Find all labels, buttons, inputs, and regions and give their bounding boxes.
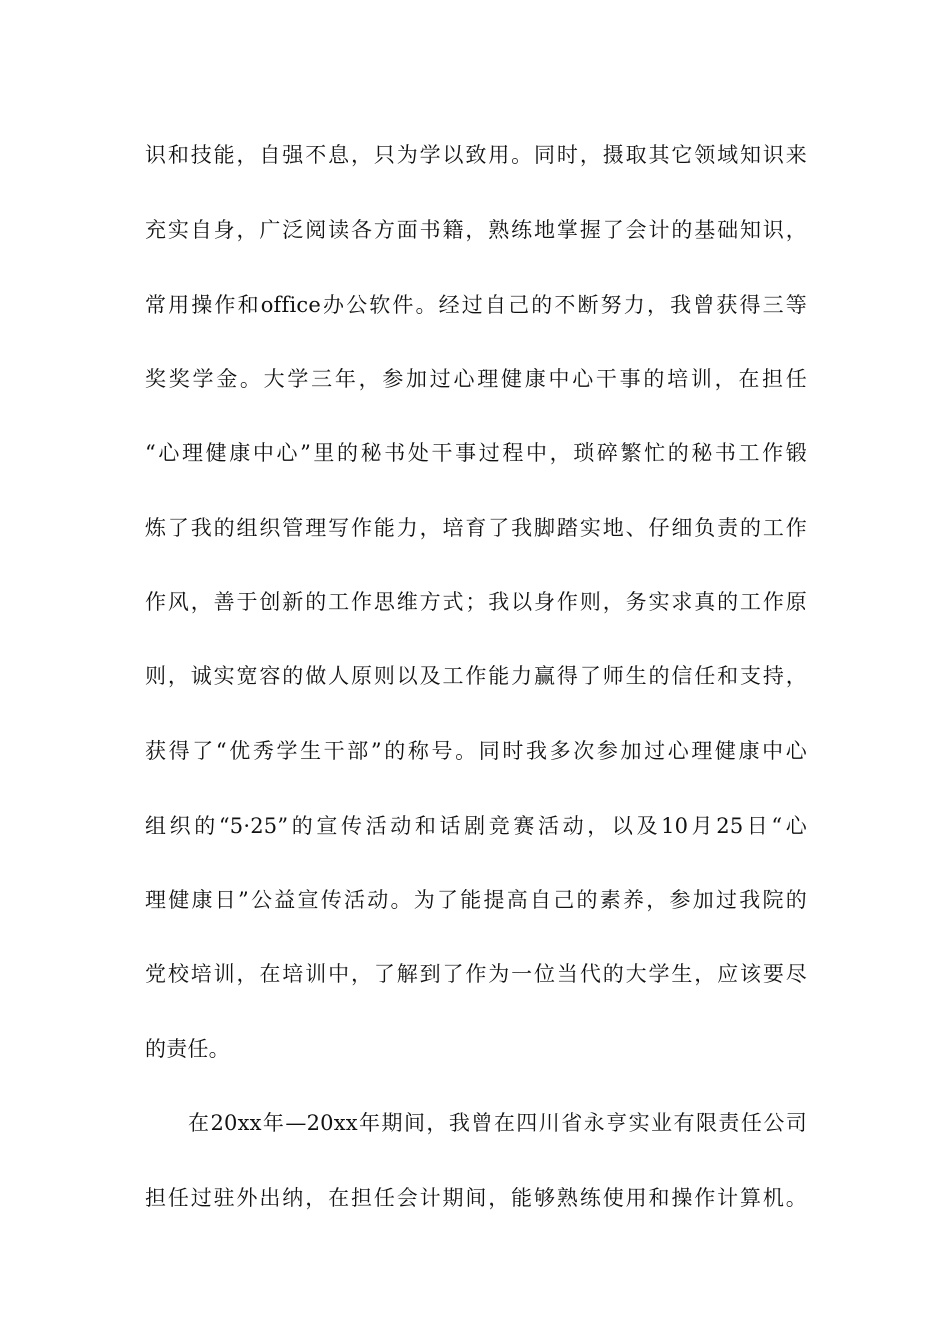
paragraph-1-line-5: “心理健康中心”里的秘书处干事过程中，琐碎繁忙的秘书工作锻 [145, 441, 807, 465]
paragraph-1-line-4: 奖奖学金。大学三年，参加过心理健康中心干事的培训，在担任 [145, 367, 807, 391]
paragraph-1-line-6: 炼了我的组织管理写作能力，培育了我脚踏实地、仔细负责的工作 [145, 516, 807, 540]
paragraph-1-line-10: 组织的“5·25”的宣传活动和话剧竞赛活动，以及10月25日“心 [145, 814, 807, 838]
paragraph-1-line-1: 识和技能，自强不息，只为学以致用。同时，摄取其它领域知识来 [145, 143, 807, 167]
paragraph-1-line-9: 获得了“优秀学生干部”的称号。同时我多次参加过心理健康中心 [145, 739, 807, 763]
paragraph-1-line-3: 常用操作和office办公软件。经过自己的不断努力，我曾获得三等 [145, 293, 807, 317]
paragraph-2-line-1: 在20xx年—20xx年期间，我曾在四川省永亨实业有限责任公司 [188, 1111, 807, 1135]
paragraph-1-line-12: 党校培训，在培训中，了解到了作为一位当代的大学生，应该要尽 [145, 962, 807, 986]
paragraph-1-line-13: 的责任。 [145, 1037, 230, 1061]
paragraph-1-line-2: 充实自身，广泛阅读各方面书籍，熟练地掌握了会计的基础知识， [145, 218, 807, 242]
paragraph-2-line-2: 担任过驻外出纳，在担任会计期间，能够熟练使用和操作计算机。 [145, 1186, 807, 1210]
paragraph-1-line-7: 作风，善于创新的工作思维方式；我以身作则，务实求真的工作原 [145, 590, 807, 614]
paragraph-1-line-8: 则，诚实宽容的做人原则以及工作能力赢得了师生的信任和支持， [145, 664, 807, 688]
paragraph-1-line-11: 理健康日”公益宣传活动。为了能提高自己的素养，参加过我院的 [145, 888, 807, 912]
